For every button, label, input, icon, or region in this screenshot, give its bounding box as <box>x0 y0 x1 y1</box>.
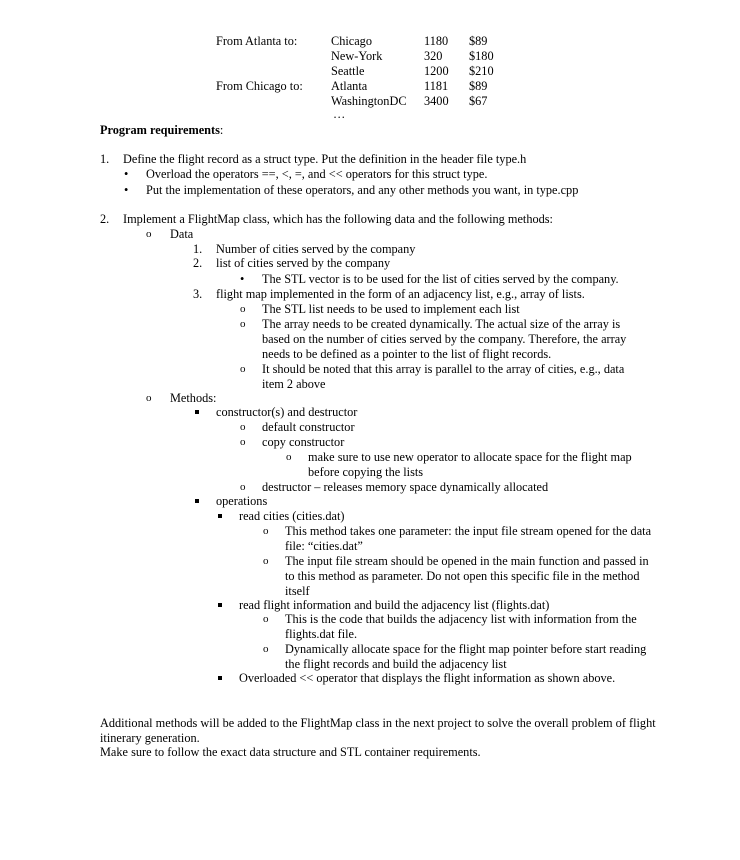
circle-bullet: o <box>146 228 152 240</box>
heading-text: Program requirements <box>100 123 220 137</box>
data-item-number: 2. <box>193 256 203 270</box>
read-flights-note: Dynamically allocate space for the flight map pointer before start reading the flight records and build the adjacency list <box>285 642 647 671</box>
req1-bullet: Overload the operators ==, <, =, and << operators for this struct type. <box>146 167 488 181</box>
table-cell-miles: 1200 <box>424 64 449 78</box>
req2-text: Implement a FlightMap class, which has the following data and the following methods: <box>123 212 553 226</box>
table-ellipsis: … <box>333 107 346 121</box>
table-cell-price: $89 <box>469 79 488 93</box>
map-note: The STL list needs to be used to implement each list <box>262 302 520 316</box>
table-cell-city: Atlanta <box>331 79 368 93</box>
data-item-number: 1. <box>193 242 203 256</box>
read-cities-note: This method takes one parameter: the input file stream opened for the data file: “cities.dat” <box>285 524 652 553</box>
circle-bullet: o <box>240 303 246 315</box>
circle-bullet: o <box>263 613 269 625</box>
table-cell-price: $210 <box>469 64 494 78</box>
table-cell-miles: 3400 <box>424 94 449 108</box>
square-bullet <box>195 410 199 414</box>
square-bullet <box>195 499 199 503</box>
destructor-item: destructor – releases memory space dynamically allocated <box>262 480 549 494</box>
stl-vector-note: The STL vector is to be used for the list of cities served by the company. <box>262 272 619 286</box>
section-heading <box>100 123 223 138</box>
circle-bullet: o <box>240 421 246 433</box>
circle-bullet: o <box>263 525 269 537</box>
copy-constructor-note: make sure to use new operator to allocate space for the flight map before copying the lists <box>308 450 632 479</box>
read-cities-item: read cities (cities.dat) <box>239 509 345 523</box>
data-item-number: 3. <box>193 287 203 301</box>
table-cell-miles: 320 <box>424 49 443 63</box>
circle-bullet: o <box>240 318 246 330</box>
table-cell-city: Seattle <box>331 64 365 78</box>
circle-bullet: o <box>263 643 269 655</box>
read-cities-note: The input file stream should be opened in the main function and passed in to this method as parameter. Do not open this specific file in the method itself <box>285 554 649 598</box>
data-item-text: flight map implemented in the form of an adjacency list, e.g., array of lists. <box>216 287 585 301</box>
group-label-atlanta: From Atlanta to: <box>216 34 298 48</box>
table-cell-miles: 1181 <box>424 79 449 93</box>
ctor-item: default constructor <box>262 420 355 434</box>
table-cell-city: New-York <box>331 49 383 63</box>
heading-colon: : <box>219 123 224 137</box>
overload-operator-item: Overloaded << operator that displays the flight information as shown above. <box>239 671 616 685</box>
bullet-dot: • <box>124 183 129 197</box>
ops-label: operations <box>216 494 268 508</box>
methods-label: Methods: <box>170 391 217 405</box>
circle-bullet: o <box>286 451 292 463</box>
ctor-label: constructor(s) and destructor <box>216 405 358 419</box>
read-flights-note: This is the code that builds the adjacency list with information from the flights.dat file. <box>285 612 637 641</box>
data-item-text: list of cities served by the company <box>216 256 391 270</box>
bullet-dot: • <box>240 272 245 286</box>
req1-text: Define the flight record as a struct type. Put the definition in the header file type.h <box>123 152 527 166</box>
circle-bullet: o <box>146 392 152 404</box>
read-flights-item: read flight information and build the adjacency list (flights.dat) <box>239 598 550 612</box>
table-cell-city: WashingtonDC <box>331 94 407 108</box>
data-label: Data <box>170 227 194 241</box>
table-cell-miles: 1180 <box>424 34 449 48</box>
circle-bullet: o <box>240 363 246 375</box>
footer-line: Make sure to follow the exact data structure and STL container requirements. <box>100 745 481 759</box>
req1-number: 1. <box>100 152 110 166</box>
map-note: The array needs to be created dynamically. The actual size of the array is based on the number of cities served by the company. Therefore, the array needs to be defined as a pointer to the list of flight records. <box>262 317 627 361</box>
square-bullet <box>218 514 222 518</box>
circle-bullet: o <box>240 481 246 493</box>
table-cell-price: $67 <box>469 94 488 108</box>
table-cell-city: Chicago <box>331 34 372 48</box>
bullet-dot: • <box>124 167 129 181</box>
footer-paragraph: Additional methods will be added to the FlightMap class in the next project to solve the overall problem of flight itinerary generation. <box>100 716 656 745</box>
req1-bullet: Put the implementation of these operators, and any other methods you want, in type.cpp <box>146 183 579 197</box>
ctor-item: copy constructor <box>262 435 345 449</box>
group-label-chicago: From Chicago to: <box>216 79 303 93</box>
circle-bullet: o <box>263 555 269 567</box>
square-bullet <box>218 603 222 607</box>
square-bullet <box>218 676 222 680</box>
circle-bullet: o <box>240 436 246 448</box>
table-cell-price: $180 <box>469 49 494 63</box>
data-item-text: Number of cities served by the company <box>216 242 416 256</box>
req2-number: 2. <box>100 212 110 226</box>
map-note: It should be noted that this array is parallel to the array of cities, e.g., data item 2 above <box>262 362 625 391</box>
table-cell-price: $89 <box>469 34 488 48</box>
